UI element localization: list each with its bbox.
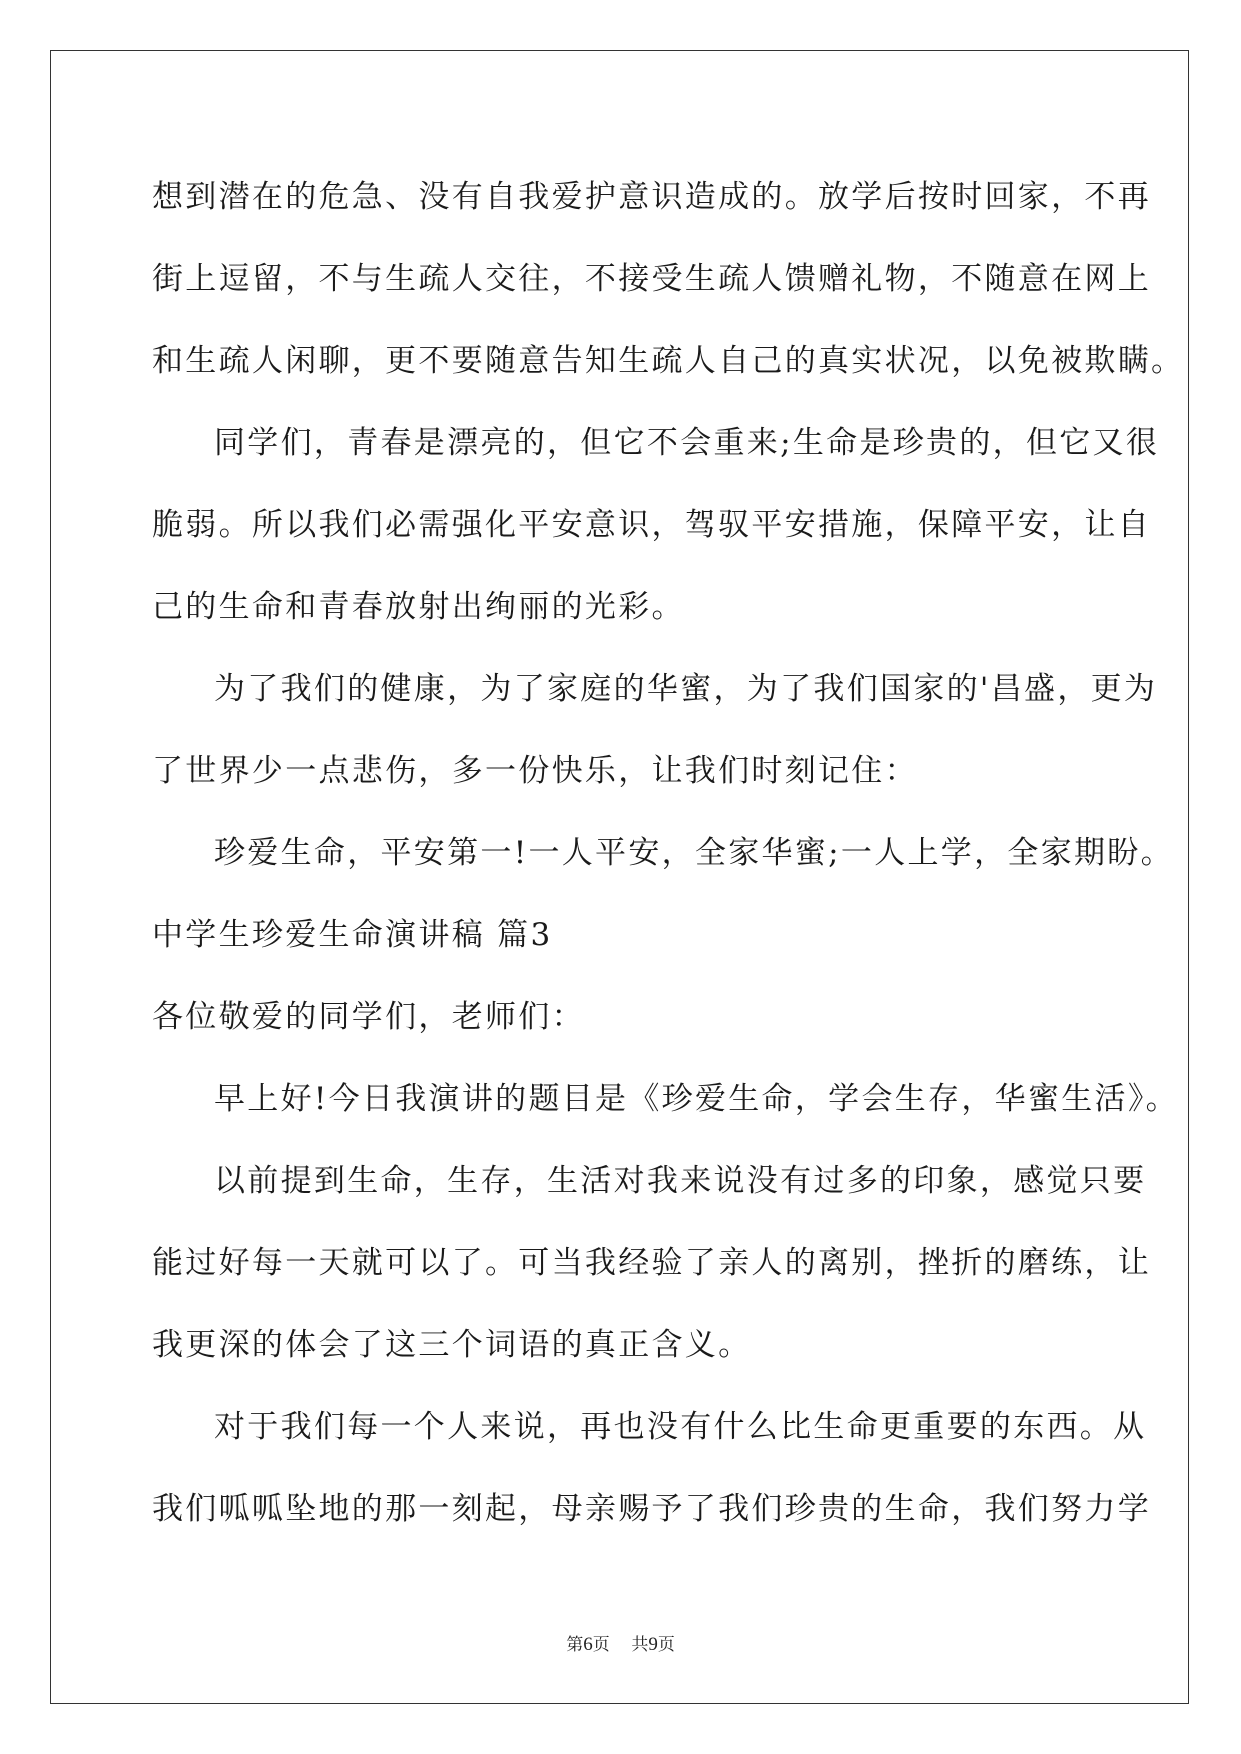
text-line: 脆弱。所以我们必需强化平安意识，驾驭平安措施，保障平安，让自	[152, 507, 1151, 543]
text-line: 想到潜在的危急、没有自我爱护意识造成的。放学后按时回家，不再	[152, 179, 1151, 215]
text-line: 和生疏人闲聊，更不要随意告知生疏人自己的真实状况，以免被欺瞒。	[152, 343, 1185, 379]
page-suffix: 页	[592, 1635, 610, 1655]
page-prefix: 第	[566, 1635, 584, 1655]
page-total: 9	[648, 1634, 658, 1655]
text-line: 为了我们的健康，为了家庭的华蜜，为了我们国家的'昌盛，更为	[214, 671, 1158, 707]
text-line: 同学们，青春是漂亮的，但它不会重来;生命是珍贵的，但它又很	[214, 425, 1160, 461]
text-line: 我们呱呱坠地的那一刻起，母亲赐予了我们珍贵的生命，我们努力学	[152, 1491, 1151, 1527]
text-line: 己的生命和青春放射出绚丽的光彩。	[152, 589, 685, 625]
text-line: 对于我们每一个人来说，再也没有什么比生命更重要的东西。从	[214, 1409, 1147, 1445]
document-body	[152, 156, 1185, 1550]
total-suffix: 页	[657, 1635, 675, 1655]
text-line: 早上好!今日我演讲的题目是《珍爱生命，学会生存，华蜜生活》。	[214, 1081, 1179, 1117]
page-footer	[0, 1630, 1241, 1656]
section-heading: 中学生珍爱生命演讲稿 篇3	[152, 917, 553, 953]
total-prefix: 共	[631, 1635, 649, 1655]
text-line: 以前提到生命，生存，生活对我来说没有过多的印象，感觉只要	[214, 1163, 1147, 1199]
page-current: 6	[583, 1634, 593, 1655]
text-line: 珍爱生命，平安第一!一人平安，全家华蜜;一人上学，全家期盼。	[214, 835, 1174, 871]
salutation: 各位敬爱的同学们，老师们：	[152, 999, 585, 1035]
text-line: 了世界少一点悲伤，多一份快乐，让我们时刻记住：	[152, 753, 918, 789]
text-line: 能过好每一天就可以了。可当我经验了亲人的离别，挫折的磨练，让	[152, 1245, 1151, 1281]
text-line: 我更深的体会了这三个词语的真正含义。	[152, 1327, 752, 1363]
text-line: 街上逗留，不与生疏人交往，不接受生疏人馈赠礼物，不随意在网上	[152, 261, 1151, 297]
